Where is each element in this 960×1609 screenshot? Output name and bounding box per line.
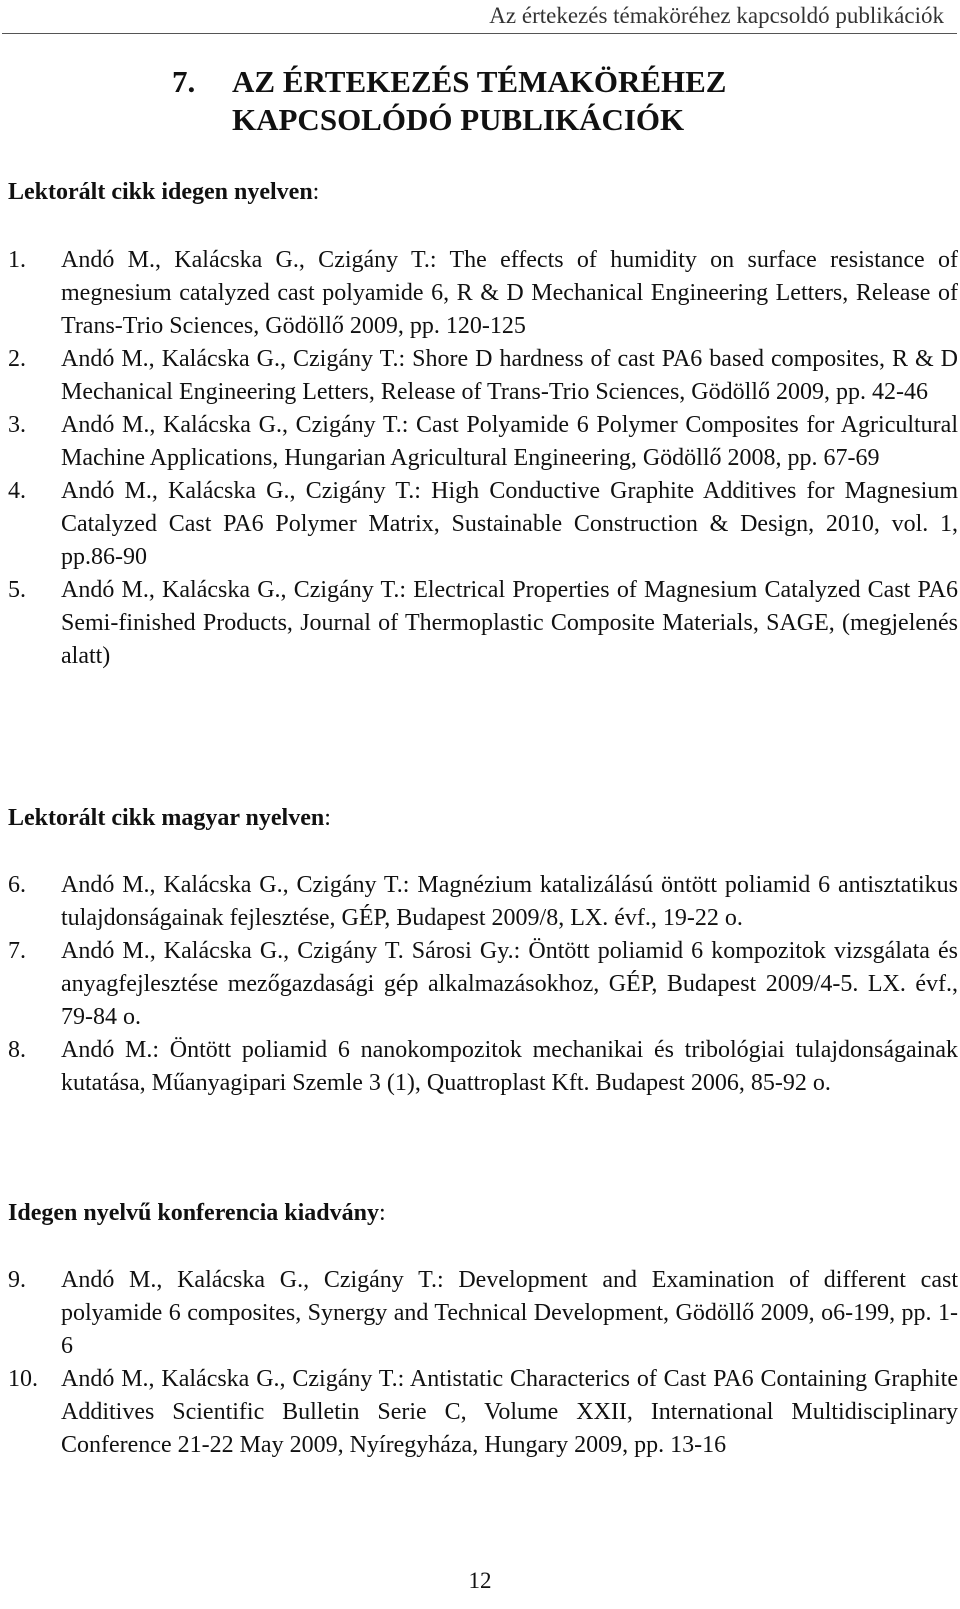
publication-number: 8.: [8, 1037, 26, 1063]
publication-list: [8, 869, 958, 1100]
publication-citation: Andó M., Kalácska G., Czigány T.: Antistatic Characterics of Cast PA6 Containing Graphite Additives Scientific Bulletin Serie C, Volume XXII, International Multidisciplinary Conference 21-22 May 2009, Nyíregyháza, Hungary 2009, pp. 13-16: [61, 1366, 958, 1458]
chapter-number: 7.: [172, 64, 196, 99]
publication-item: [8, 1034, 958, 1100]
publication-item: [8, 475, 958, 574]
publication-number: 2.: [8, 346, 26, 372]
publication-citation: Andó M.: Öntött poliamid 6 nanokompozitok mechanikai és tribológiai tulajdonságainak kutatása, Műanyagipari Szemle 3 (1), Quattroplast Kft. Budapest 2006, 85-92 o.: [61, 1037, 958, 1096]
chapter-title-line: AZ ÉRTEKEZÉS TÉMAKÖRÉHEZ: [232, 64, 727, 99]
section-heading-label: Idegen nyelvű konferencia kiadvány: [8, 1200, 379, 1226]
publication-number: 6.: [8, 872, 26, 898]
publication-item: [8, 244, 958, 343]
publication-citation: Andó M., Kalácska G., Czigány T.: The effects of humidity on surface resistance of megnesium catalyzed cast polyamide 6, R & D Mechanical Engineering Letters, Release of Trans-Trio Sciences, Gödöllő 2009, pp. 120-125: [61, 247, 958, 339]
publication-number: 1.: [8, 247, 26, 273]
publication-number: 5.: [8, 577, 26, 603]
publication-item: [8, 409, 958, 475]
section-heading-colon: :: [324, 805, 331, 831]
publication-number: 9.: [8, 1267, 26, 1293]
chapter-title: [172, 63, 872, 139]
publication-item: [8, 574, 958, 673]
publication-item: [8, 1363, 958, 1462]
publication-number: 4.: [8, 478, 26, 504]
section-heading: [8, 177, 319, 207]
publication-citation: Andó M., Kalácska G., Czigány T.: High Conductive Graphite Additives for Magnesium Catalyzed Cast PA6 Polymer Matrix, Sustainable Construction & Design, 2010, vol. 1, pp.86-90: [61, 478, 958, 570]
section-heading-colon: :: [312, 179, 320, 205]
publication-citation: Andó M., Kalácska G., Czigány T. Sárosi Gy.: Öntött poliamid 6 kompozitok vizsgálata és anyagfejlesztése mezőgazdasági gép alkalmazásokhoz, GÉP, Budapest 2009/4-5. LX. évf., 79-84 o.: [61, 938, 958, 1030]
publication-citation: Andó M., Kalácska G., Czigány T.: Cast Polyamide 6 Polymer Composites for Agricultural Machine Applications, Hungarian Agricultural Engineering, Gödöllő 2008, pp. 67-69: [61, 412, 958, 471]
page-number: 12: [468, 1568, 492, 1593]
publication-citation: Andó M., Kalácska G., Czigány T.: Shore D hardness of cast PA6 based composites, R & D Mechanical Engineering Letters, Release of Trans-Trio Sciences, Gödöllő 2009, pp. 42-46: [61, 346, 958, 405]
publication-list: [8, 244, 958, 673]
section-heading-colon: :: [378, 1200, 386, 1226]
section-heading-label: Lektorált cikk idegen nyelven: [8, 179, 313, 205]
publication-citation: Andó M., Kalácska G., Czigány T.: Development and Examination of different cast polyamide 6 composites, Synergy and Technical Development, Gödöllő 2009, o6-199, pp. 1-6: [61, 1267, 958, 1359]
chapter-title-text: [232, 63, 872, 139]
publication-number: 3.: [8, 412, 26, 438]
publication-citation: Andó M., Kalácska G., Czigány T.: Magnézium katalizálású öntött poliamid 6 antisztatikus tulajdonságainak fejlesztése, GÉP, Budapest 2009/8, LX. évf., 19-22 o.: [61, 872, 958, 931]
publication-item: [8, 869, 958, 935]
section-heading: [8, 803, 331, 833]
publication-citation: Andó M., Kalácska G., Czigány T.: Electrical Properties of Magnesium Catalyzed Cast PA6 Semi-finished Products, Journal of Thermoplastic Composite Materials, SAGE, (megjelenés alatt): [61, 577, 958, 669]
publication-list: [8, 1264, 958, 1462]
section-heading-label: Lektorált cikk magyar nyelven: [8, 805, 325, 831]
publication-number: 7.: [8, 938, 26, 964]
header-rule: [2, 33, 957, 34]
chapter-title-line: KAPCSOLÓDÓ PUBLIKÁCIÓK: [232, 102, 685, 137]
publication-item: [8, 343, 958, 409]
running-header: Az értekezés témaköréhez kapcsoldó publikációk: [489, 3, 944, 28]
section-heading: [8, 1198, 386, 1228]
publication-item: [8, 1264, 958, 1363]
publication-item: [8, 935, 958, 1034]
publication-number: 10.: [8, 1366, 38, 1392]
